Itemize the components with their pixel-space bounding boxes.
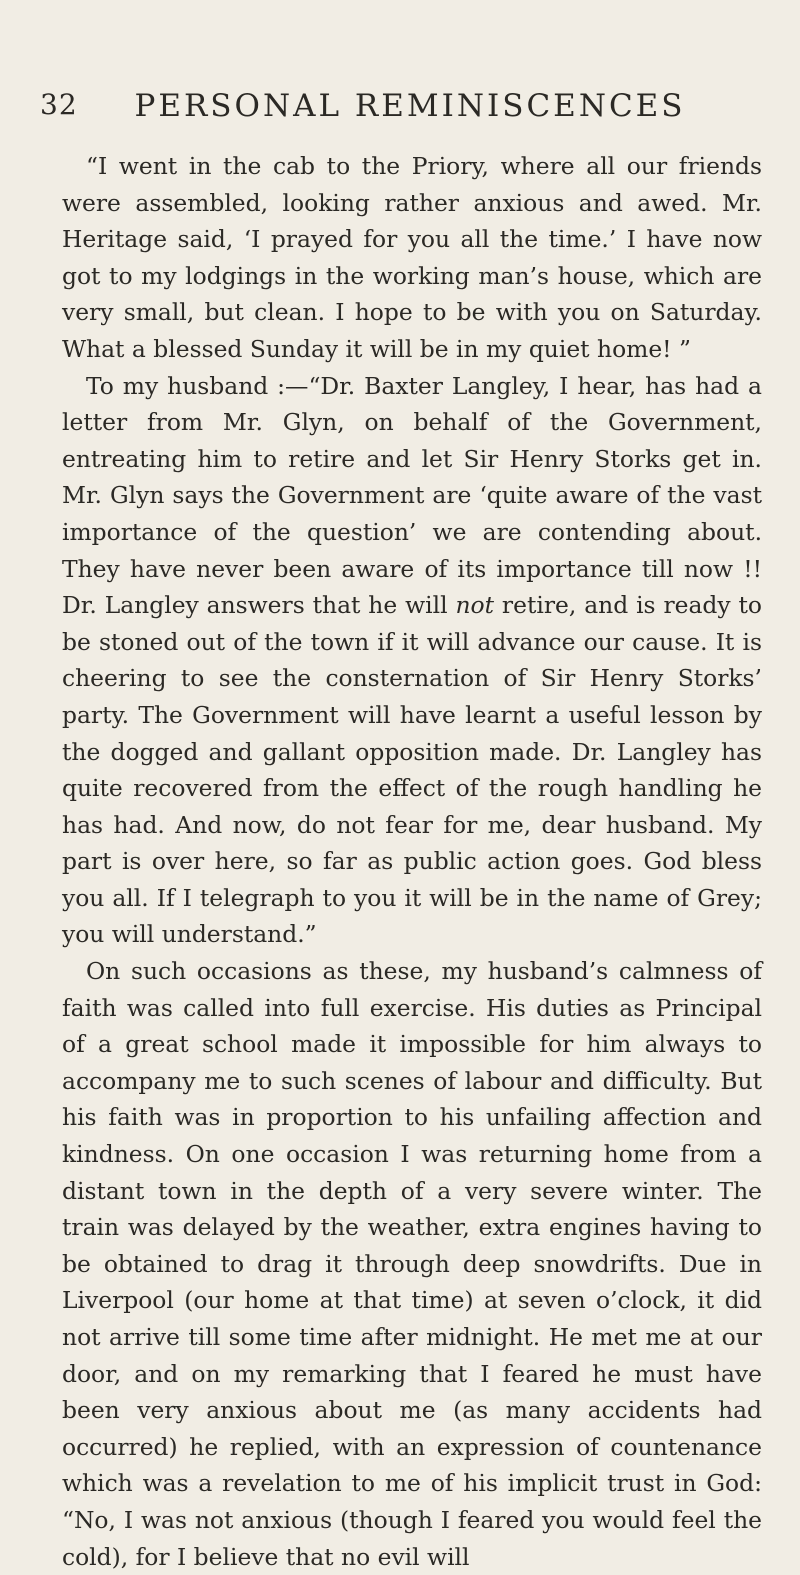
body-text (62, 148, 762, 1575)
page-number: 32 (40, 88, 78, 121)
paragraph-calmness-of-faith: On such occasions as these, my husband’s calmness of faith was called into full exercise. His duties as Principal of a great school made it impossible for him always to accompany me to such scenes of labour and difficulty. But his faith was in proportion to his unfailing affection and kindness. On one occasion I was returning home from a distant town in the depth of a very severe winter. The train was delayed by the weather, extra engines having to be obtained to drag it through deep snowdrifts. Due in Liverpool (our home at that time) at seven o’clock, it did not arrive till some time after midnight. He met me at our door, and on my remarking that I feared he must have been very anxious about me (as many accidents had occurred) he replied, with an expression of countenance which was a revelation to me of his implicit trust in God: “No, I was not anxious (though I feared you would feel the cold), for I believe that no evil will (62, 957, 762, 1571)
running-title: PERSONAL REMINISCENCES (134, 88, 686, 124)
page-header (40, 70, 780, 130)
paragraph-text-after-italic: retire, and is ready to be stoned out of the town if it will advance our cause. It is cheering to see the consternation of Sir Henry Storks’ party. The Government will have learnt a useful lesson by the dogged and gallant opposition made. Dr. Langley has quite recovered from the effect of the rough handling he has had. And now, do not fear for me, dear husband. My part is over here, so far as public action goes. God bless you all. If I telegraph to you it will be in the name of Grey; you will understand.” (62, 591, 762, 949)
paragraph-to-husband (62, 368, 762, 954)
paragraph-text-before-italic: To my husband :—“Dr. Baxter Langley, I hear, has had a letter from Mr. Glyn, on behalf of the Government, entreating him to retire and let Sir Henry Storks get in. Mr. Glyn says the Government are ‘quite aware of the vast importance of the question’ we are contending about. They have never been aware of its importance till now !! Dr. Langley answers that he will (62, 371, 762, 620)
paragraph-letter-close: “I went in the cab to the Priory, where all our friends were assembled, looking rather anxious and awed. Mr. Heritage said, ‘I prayed for you all the time.’ I have now got to my lodgings in the working man’s house, which are very small, but clean. I hope to be with you on Saturday. What a blessed Sunday it will be in my quiet home! ” (62, 152, 762, 363)
italic-word: not (455, 591, 495, 620)
